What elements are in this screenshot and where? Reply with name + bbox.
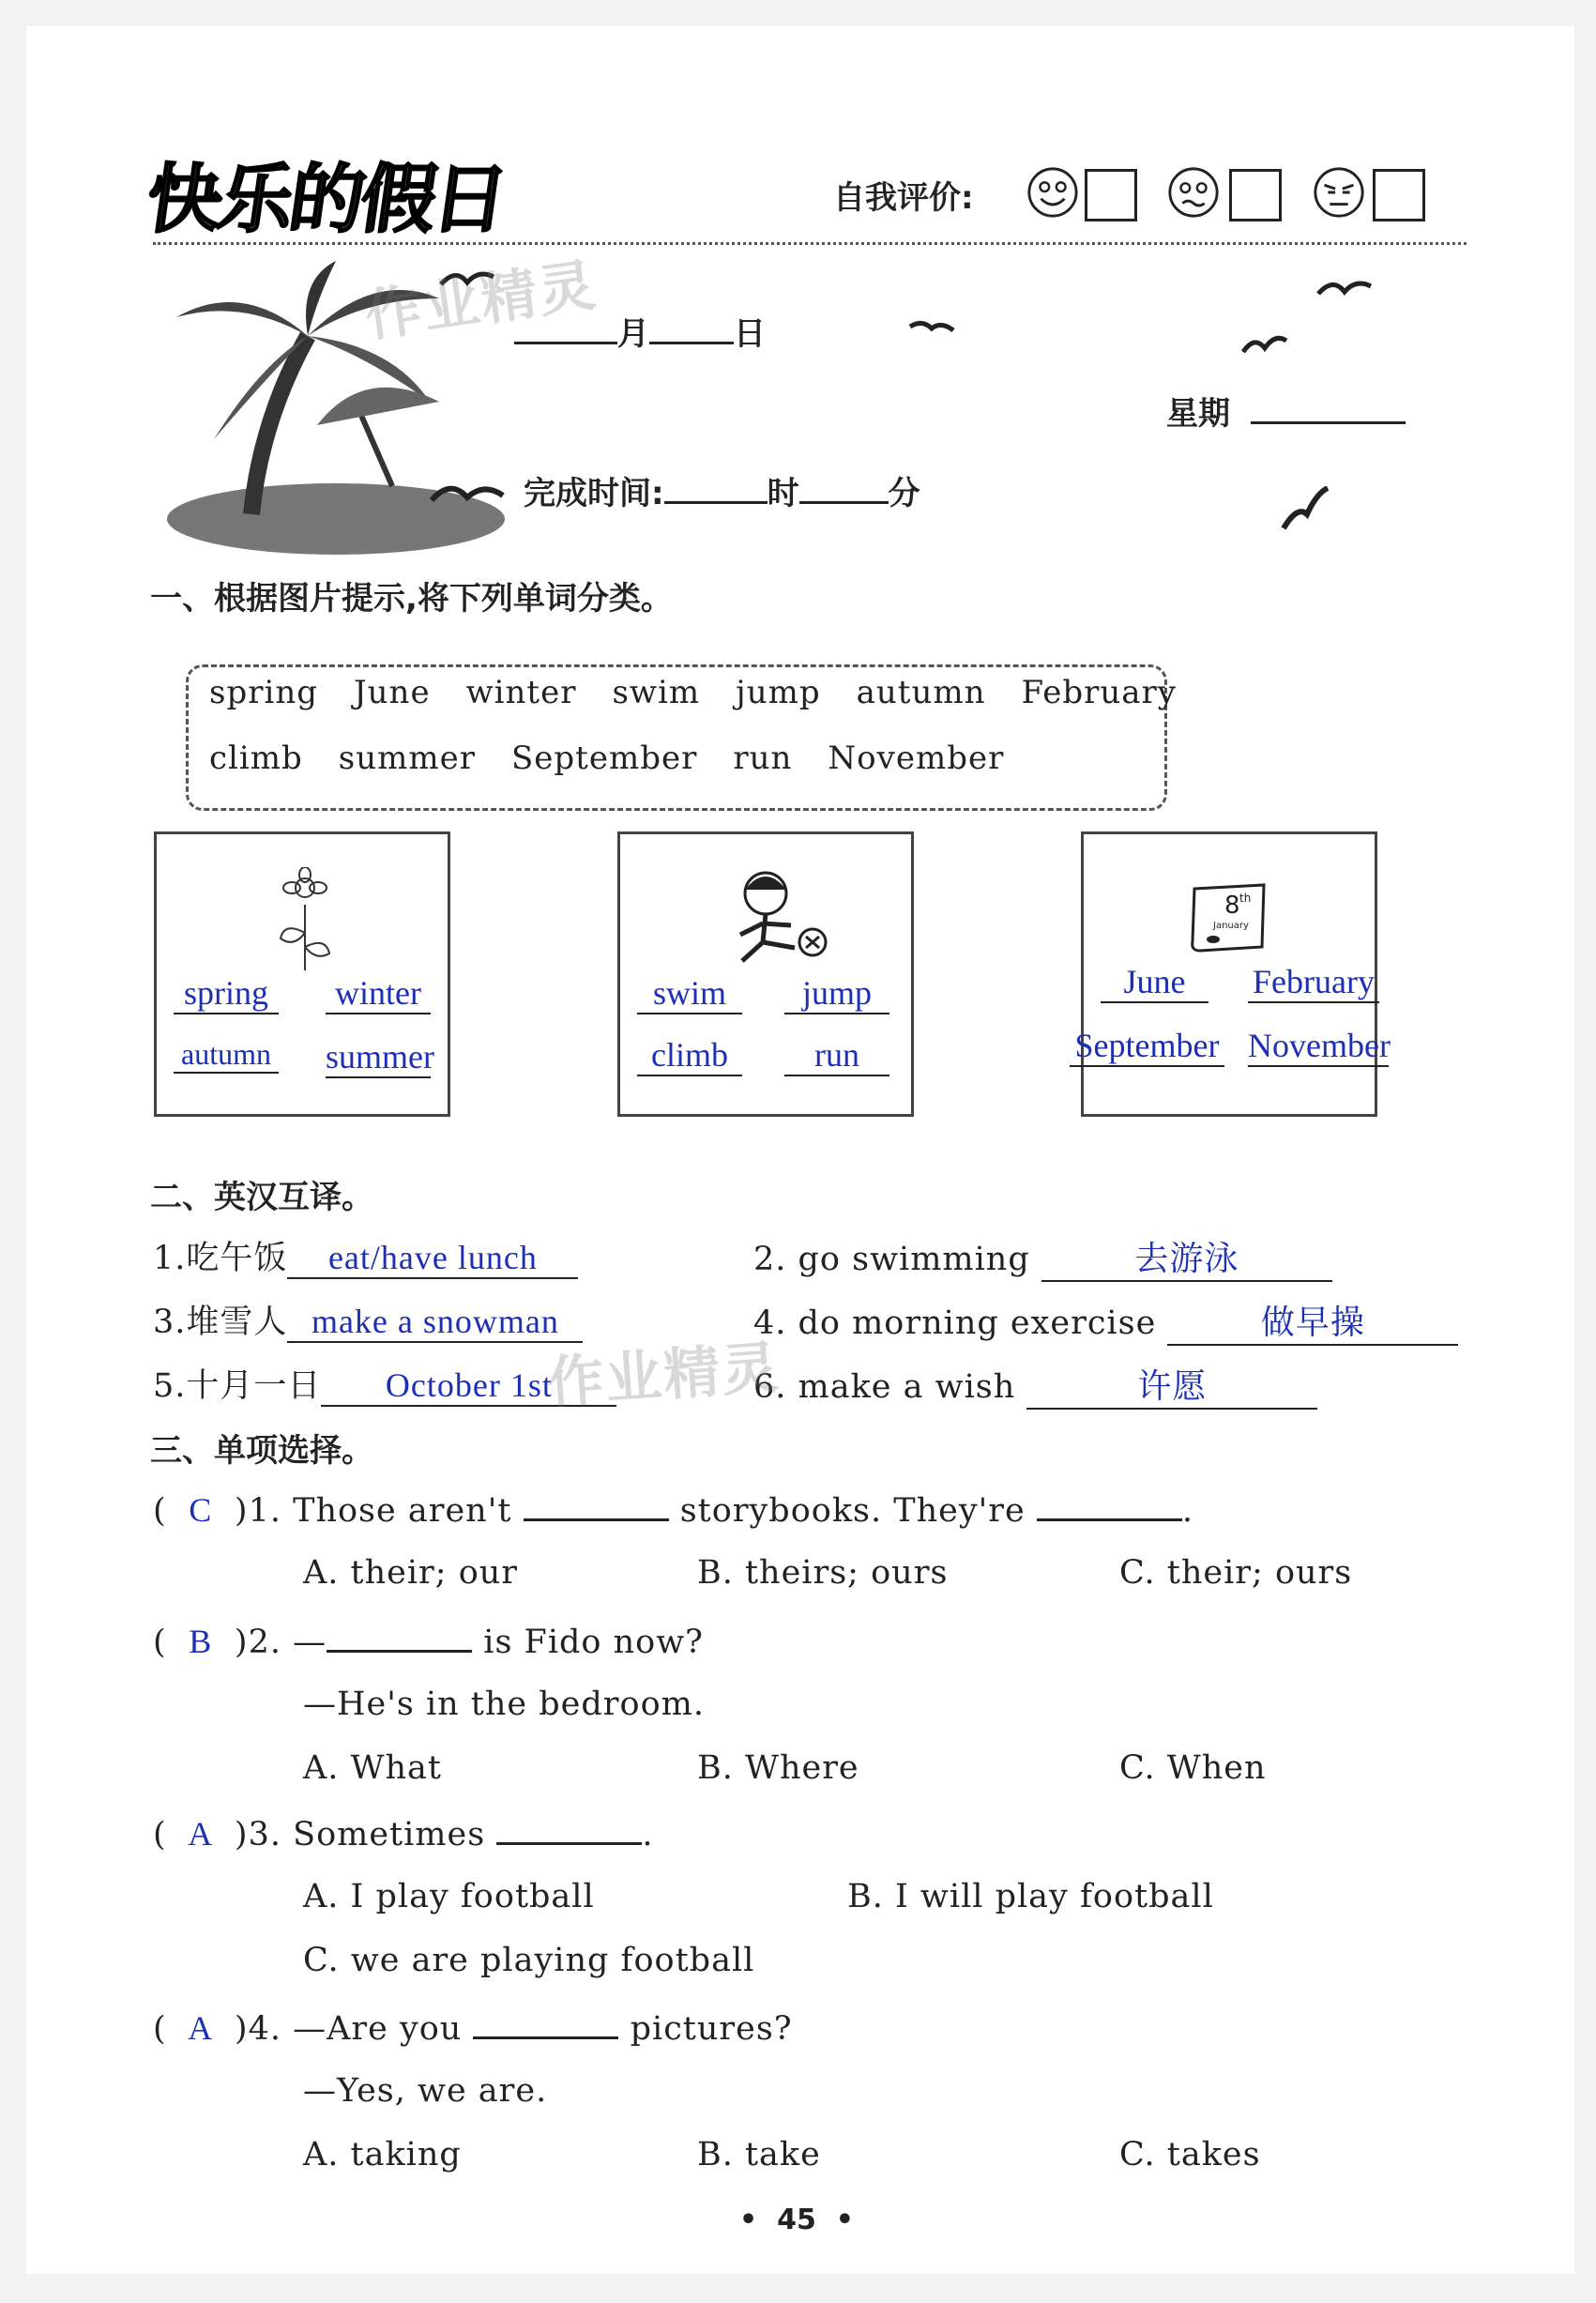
date-fields xyxy=(514,308,766,354)
translation-answer[interactable]: 许愿 xyxy=(1026,1360,1317,1410)
question-text: pictures? xyxy=(630,2010,793,2048)
question-text: )4. —Are you xyxy=(234,2010,463,2048)
word-bank-item: spring xyxy=(209,674,319,711)
mc-question-3: ( A )3. Sometimes . xyxy=(153,1815,654,1853)
answer-blank[interactable]: September xyxy=(1070,1026,1224,1067)
word-bank-item: run xyxy=(733,740,793,777)
minute-blank[interactable] xyxy=(799,501,889,504)
day-blank[interactable] xyxy=(649,342,734,344)
question-blank xyxy=(327,1650,472,1653)
answer-blank[interactable]: swim xyxy=(637,973,742,1014)
weekday-label: 星期 xyxy=(1166,395,1230,433)
mc-option[interactable]: C. takes xyxy=(1119,2136,1261,2173)
neutral-rating-box[interactable] xyxy=(1229,169,1282,221)
translation-answer[interactable]: eat/have lunch xyxy=(287,1238,578,1279)
question-text: )2. — xyxy=(234,1624,327,1661)
word-bank-item: autumn xyxy=(856,674,986,711)
word-bank-item: February xyxy=(1021,674,1177,711)
translation-item xyxy=(153,1296,583,1343)
completion-time-field xyxy=(524,467,920,513)
unhappy-face-icon xyxy=(1312,165,1366,220)
mc-answer[interactable]: A xyxy=(188,2009,214,2047)
mc-question-2: ( B )2. — is Fido now? xyxy=(153,1623,704,1661)
bird-icon xyxy=(1279,486,1330,533)
translation-item xyxy=(753,1232,1332,1282)
translation-answer[interactable]: 做早操 xyxy=(1167,1296,1458,1346)
bird-icon xyxy=(908,317,955,341)
happy-face-icon xyxy=(1026,165,1080,220)
mc-option[interactable]: B. Where xyxy=(697,1749,859,1787)
word-bank-item: swim xyxy=(612,674,701,711)
word-bank-item: climb xyxy=(209,740,303,777)
day-label: 日 xyxy=(734,315,766,353)
category-box-seasons xyxy=(154,831,450,1117)
word-bank-item: November xyxy=(828,740,1005,777)
answer-blank[interactable]: climb xyxy=(637,1035,742,1076)
word-bank-item: June xyxy=(354,674,431,711)
boy-football-icon xyxy=(705,867,836,975)
question-text: )1. Those aren't xyxy=(234,1492,512,1530)
category-box-months xyxy=(1074,831,1391,1117)
time-label: 完成时间: xyxy=(524,475,664,512)
section2-title: 二、英汉互译。 xyxy=(150,1179,373,1216)
question-text: —He's in the bedroom. xyxy=(303,1685,705,1723)
question-blank xyxy=(524,1518,669,1521)
answer-blank[interactable]: November xyxy=(1248,1026,1389,1067)
page-number-value: 45 xyxy=(777,2204,816,2236)
answer-blank[interactable]: winter xyxy=(326,973,431,1014)
watermark: 作业精灵 xyxy=(361,252,601,350)
answer-blank[interactable]: summer xyxy=(326,1037,431,1078)
question-text: . xyxy=(642,1816,654,1853)
calendar-icon xyxy=(1187,881,1271,956)
weekday-blank[interactable] xyxy=(1251,421,1406,424)
answer-blank[interactable]: run xyxy=(784,1035,889,1076)
happy-rating-box[interactable] xyxy=(1085,169,1137,221)
translation-question: 4. do morning exercise xyxy=(753,1304,1157,1342)
calendar-suffix: th xyxy=(1239,892,1252,905)
watermark: 作业精灵 xyxy=(545,1335,783,1417)
question-text: —Yes, we are. xyxy=(303,2072,548,2110)
page-number: • 45 • xyxy=(739,2204,854,2236)
bird-icon xyxy=(430,477,505,510)
mc-option[interactable]: B. theirs; ours xyxy=(697,1554,949,1592)
mc-option[interactable]: B. take xyxy=(697,2136,821,2173)
answer-blank[interactable]: February xyxy=(1248,962,1379,1003)
translation-question: 6. make a wish xyxy=(753,1368,1016,1406)
word-bank-item: jump xyxy=(736,674,821,711)
translation-question: 3.堆雪人 xyxy=(153,1304,288,1341)
question-text: storybooks. They're xyxy=(679,1492,1026,1530)
question-text: )3. Sometimes xyxy=(234,1816,486,1853)
mc-option[interactable]: C. their; ours xyxy=(1119,1554,1353,1592)
question-text: is Fido now? xyxy=(483,1624,704,1661)
mc-answer[interactable]: C xyxy=(189,1491,213,1529)
page-logo-title: 快乐的假日 xyxy=(141,156,510,243)
answer-blank[interactable]: autumn xyxy=(174,1037,279,1074)
answer-blank[interactable]: jump xyxy=(784,973,889,1014)
bird-icon xyxy=(1241,331,1288,359)
translation-question: 5.十月一日 xyxy=(153,1367,322,1405)
translation-answer[interactable]: 去游泳 xyxy=(1041,1232,1332,1282)
word-bank-row2 xyxy=(209,740,1040,777)
calendar-month: January xyxy=(1213,921,1249,931)
neutral-face-icon xyxy=(1166,165,1221,220)
calendar-day: 8 xyxy=(1224,892,1240,920)
translation-answer[interactable]: make a snowman xyxy=(287,1302,583,1343)
weekday-field xyxy=(1166,388,1406,434)
self-eval-label: 自我评价: xyxy=(833,179,974,217)
bird-icon xyxy=(1316,275,1373,303)
mc-question-4: ( A )4. —Are you pictures? xyxy=(153,2009,793,2048)
mc-option[interactable]: C. When xyxy=(1119,1749,1267,1787)
answer-blank[interactable]: spring xyxy=(174,973,279,1014)
flower-icon xyxy=(277,867,333,970)
hour-blank[interactable] xyxy=(664,501,768,504)
translation-question: 2. go swimming xyxy=(753,1241,1030,1278)
question-blank xyxy=(1037,1518,1182,1521)
mc-question-1: ( C )1. Those aren't storybooks. They're . xyxy=(153,1491,1193,1530)
answer-blank[interactable]: June xyxy=(1101,962,1208,1003)
header-divider xyxy=(153,242,1467,245)
hour-label: 时 xyxy=(767,475,799,512)
translation-answer[interactable]: October 1st xyxy=(321,1365,616,1407)
mc-option[interactable]: A. I play football xyxy=(303,1878,595,1915)
mc-answer[interactable]: B xyxy=(189,1623,213,1660)
question-blank xyxy=(496,1842,642,1845)
translation-item xyxy=(153,1232,578,1279)
mc-option[interactable]: B. I will play football xyxy=(847,1878,1214,1915)
word-bank-row1 xyxy=(209,674,1177,711)
unhappy-rating-box[interactable] xyxy=(1373,169,1425,221)
translation-item xyxy=(753,1360,1317,1410)
question-blank xyxy=(473,2036,618,2039)
word-bank-item: September xyxy=(511,740,698,777)
category-box-actions xyxy=(617,831,914,1117)
month-blank[interactable] xyxy=(514,342,617,344)
mc-option[interactable]: A. their; our xyxy=(303,1554,519,1592)
mc-option[interactable]: C. we are playing football xyxy=(303,1942,755,1979)
workbook-page xyxy=(26,26,1574,2274)
mc-answer[interactable]: A xyxy=(188,1815,214,1853)
mc-option[interactable]: A. taking xyxy=(303,2136,462,2173)
word-bank-item: summer xyxy=(338,740,476,777)
section1-title: 一、根据图片提示,将下列单词分类。 xyxy=(150,580,673,618)
translation-question: 1.吃午饭 xyxy=(153,1240,288,1277)
minute-label: 分 xyxy=(888,475,920,512)
translation-item xyxy=(753,1296,1458,1346)
question-text: . xyxy=(1181,1492,1193,1530)
month-label: 月 xyxy=(617,315,649,353)
word-bank-item: winter xyxy=(465,674,577,711)
section3-title: 三、单项选择。 xyxy=(150,1432,373,1470)
mc-option[interactable]: A. What xyxy=(303,1749,442,1787)
